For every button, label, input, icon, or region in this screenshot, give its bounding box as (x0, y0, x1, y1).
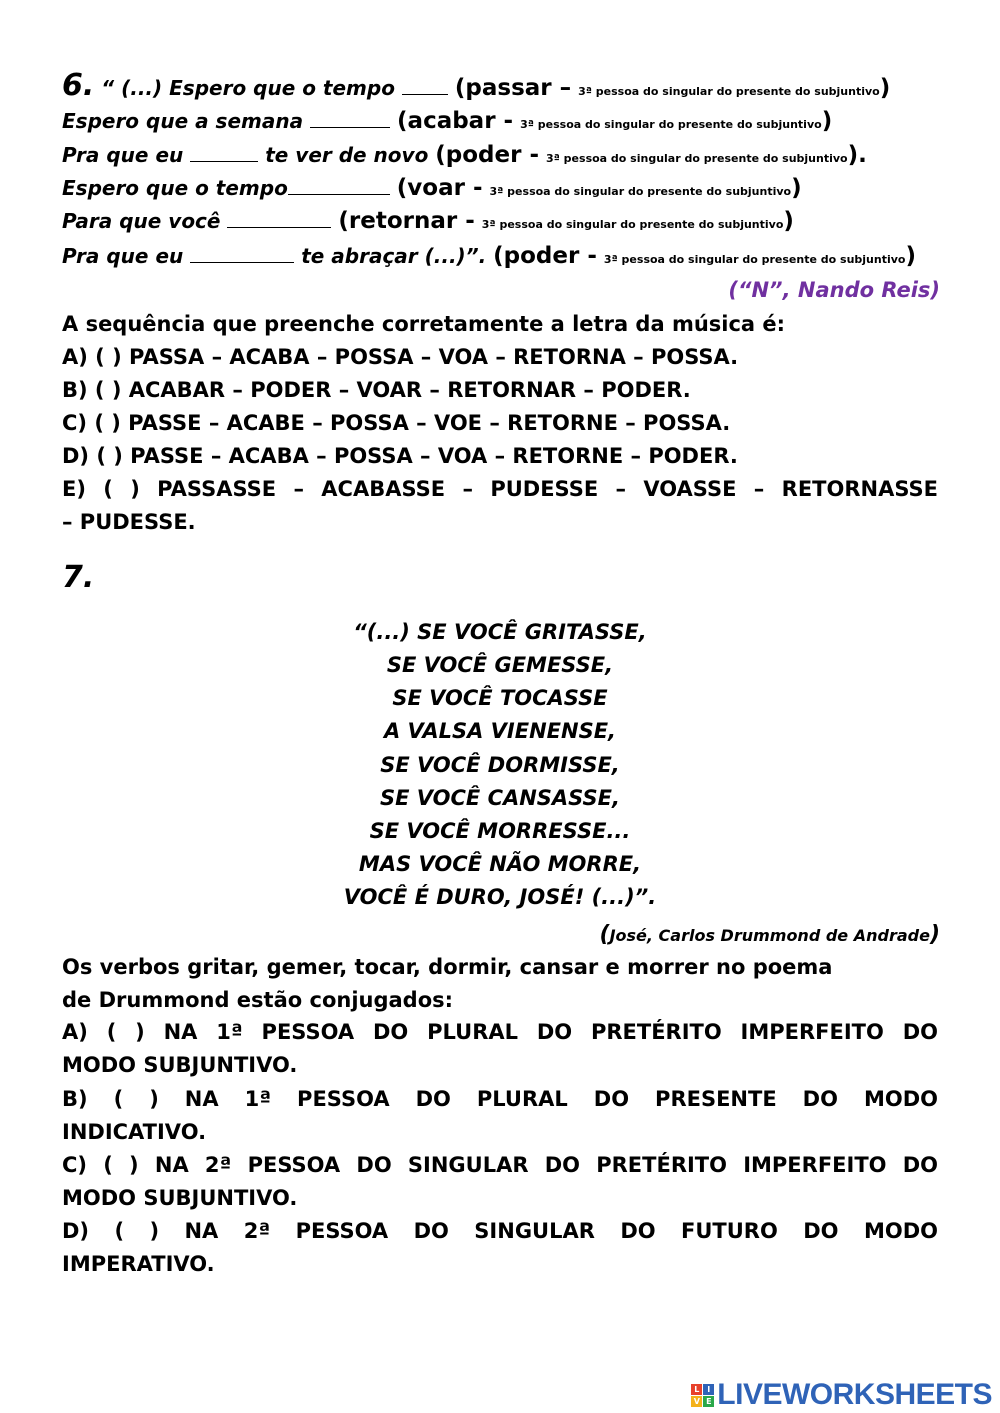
q7-citation: (José, Carlos Drummond de Andrade) (599, 922, 940, 947)
q6-blank-3[interactable] (190, 145, 258, 162)
q6-option-b[interactable]: B) ( ) ACABAR – PODER – VOAR – RETORNAR – PODER. (62, 378, 691, 402)
logo-brand-text: LIVEWORKSHEETS (717, 1378, 992, 1411)
q7-question-line-2: de Drummond estão conjugados: (62, 988, 454, 1012)
q7-option-a-cont: MODO SUBJUNTIVO. (62, 1053, 298, 1077)
poem-line: A VALSA VIENENSE, (383, 719, 617, 743)
q6-option-d[interactable]: D) ( ) PASSE – ACABA – POSSA – VOA – RETORNE – PODER. (62, 444, 738, 468)
q7-option-c[interactable]: C) ( ) NA 2ª PESSOA DO SINGULAR DO PRETÉRITO IMPERFEITO DO (62, 1153, 938, 1177)
liveworksheets-logo (691, 1378, 992, 1412)
poem-line: SE VOCÊ TOCASSE (392, 686, 608, 710)
q7-option-a[interactable]: A) ( ) NA 1ª PESSOA DO PLURAL DO PRETÉRITO IMPERFEITO DO (62, 1020, 938, 1044)
q6-citation: (“N”, Nando Reis) (728, 278, 940, 302)
q7-number: 7. (62, 560, 95, 595)
poem-line: MAS VOCÊ NÃO MORRE, (358, 852, 642, 876)
q6-line-6: Pra que eu te abraçar (...)”. (poder - 3ª pessoa do singular do presente do subjuntivo) (62, 243, 916, 269)
q6-line-2: Espero que a semana (acabar - 3ª pessoa do singular do presente do subjuntivo) (62, 108, 833, 134)
q7-option-c-cont: MODO SUBJUNTIVO. (62, 1186, 298, 1210)
logo-tiles-icon: L I V E (691, 1384, 714, 1407)
q6-line-1: 6. “ (...) Espero que o tempo (passar – 3ª pessoa do singular do presente do subjuntivo) (62, 68, 891, 103)
poem-line: “(...) SE VOCÊ GRITASSE, (353, 620, 647, 644)
q7-option-d[interactable]: D) ( ) NA 2ª PESSOA DO SINGULAR DO FUTURO DO MODO (62, 1219, 938, 1243)
q6-blank-1[interactable] (402, 78, 448, 95)
q6-option-a[interactable]: A) ( ) PASSA – ACABA – POSSA – VOA – RETORNA – POSSA. (62, 345, 739, 369)
q6-option-e-cont: – PUDESSE. (62, 510, 196, 534)
q6-line-3: Pra que eu te ver de novo (poder - 3ª pessoa do singular do presente do subjuntivo). (62, 142, 867, 168)
q6-line-5: Para que você (retornar - 3ª pessoa do singular do presente do subjuntivo) (62, 208, 794, 234)
poem-line: SE VOCÊ GEMESSE, (386, 653, 614, 677)
q6-blank-2[interactable] (310, 111, 390, 128)
poem-line: SE VOCÊ DORMISSE, (380, 753, 620, 777)
poem-line: SE VOCÊ CANSASSE, (379, 786, 621, 810)
poem-line: VOCÊ É DURO, JOSÉ! (...)”. (343, 885, 657, 909)
q6-option-c[interactable]: C) ( ) PASSE – ACABE – POSSA – VOE – RETORNE – POSSA. (62, 411, 731, 435)
poem-line: SE VOCÊ MORRESSE... (369, 819, 631, 843)
q6-blank-6[interactable] (190, 246, 294, 263)
q7-question-line-1: Os verbos gritar, gemer, tocar, dormir, cansar e morrer no poema (62, 955, 833, 979)
q6-option-e[interactable]: E) ( ) PASSASSE – ACABASSE – PUDESSE – VOASSE – RETORNASSE (62, 477, 938, 501)
q6-blank-5[interactable] (227, 211, 331, 228)
q6-line-4: Espero que o tempo (voar - 3ª pessoa do singular do presente do subjuntivo) (62, 175, 802, 201)
q6-blank-4[interactable] (288, 178, 390, 195)
q6-number: 6. (62, 68, 95, 103)
q7-option-d-cont: IMPERATIVO. (62, 1252, 215, 1276)
q7-option-b-cont: INDICATIVO. (62, 1120, 207, 1144)
q6-question: A sequência que preenche corretamente a letra da música é: (62, 312, 786, 336)
q7-option-b[interactable]: B) ( ) NA 1ª PESSOA DO PLURAL DO PRESENTE DO MODO (62, 1087, 938, 1111)
